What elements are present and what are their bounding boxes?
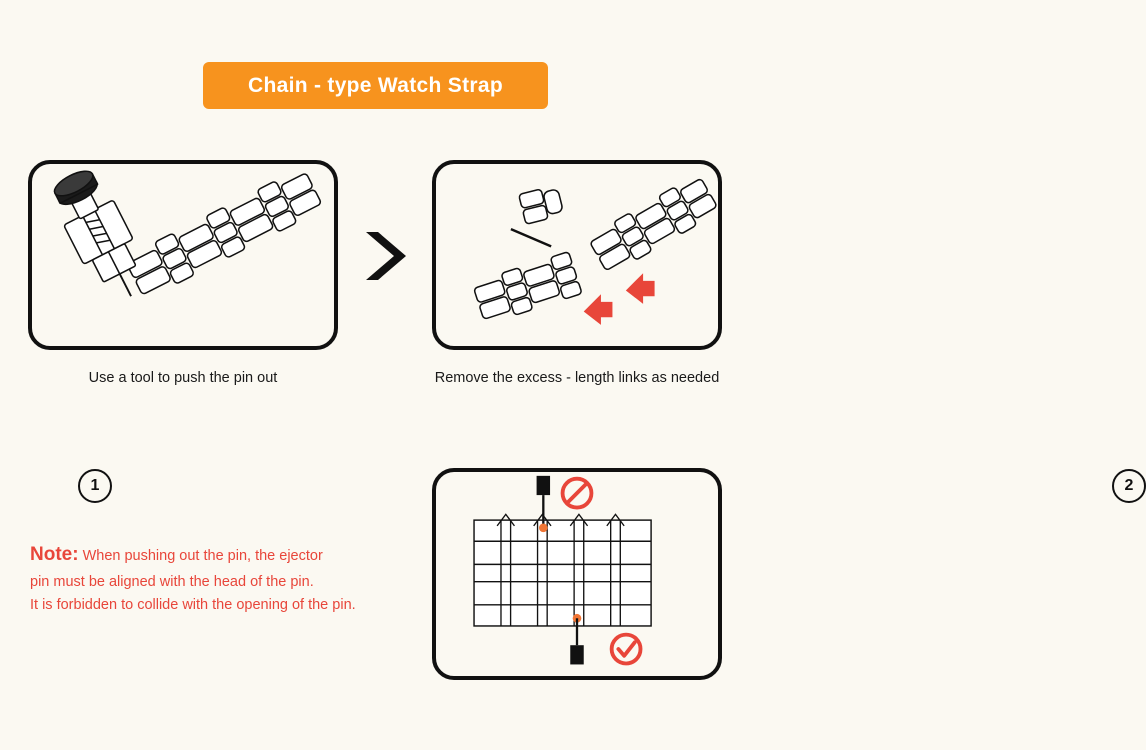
pin-alignment-detail-panel (432, 468, 722, 680)
page-title: Chain - type Watch Strap (248, 73, 503, 97)
step-1-number-badge (78, 469, 112, 503)
step-1-caption: Use a tool to push the pin out (88, 370, 278, 386)
watch-strap-links-removal-illustration (436, 164, 718, 346)
page-title-banner (203, 62, 548, 109)
note-line-1: When pushing out the pin, the ejector (82, 548, 323, 564)
note-first-line (30, 540, 415, 571)
no-entry-icon (563, 479, 592, 508)
note-label: Note: (30, 544, 79, 565)
check-circle-icon (612, 635, 641, 664)
step-2-number-badge (1112, 469, 1146, 503)
watch-strap-pin-tool-illustration (32, 164, 334, 346)
chevron-right-arrow-icon (358, 228, 414, 284)
separation-arrows (584, 273, 655, 325)
step-2-caption: Remove the excess - length links as needed (434, 370, 720, 386)
note-line-3: It is forbidden to collide with the opening of the pin. (30, 597, 356, 614)
pin-alignment-detail-illustration (436, 472, 718, 676)
note-line-2: pin must be aligned with the head of the pin. (30, 573, 314, 590)
step-1-number: 1 (90, 477, 100, 494)
step-2-number: 2 (1124, 477, 1134, 494)
note-block (30, 540, 415, 618)
